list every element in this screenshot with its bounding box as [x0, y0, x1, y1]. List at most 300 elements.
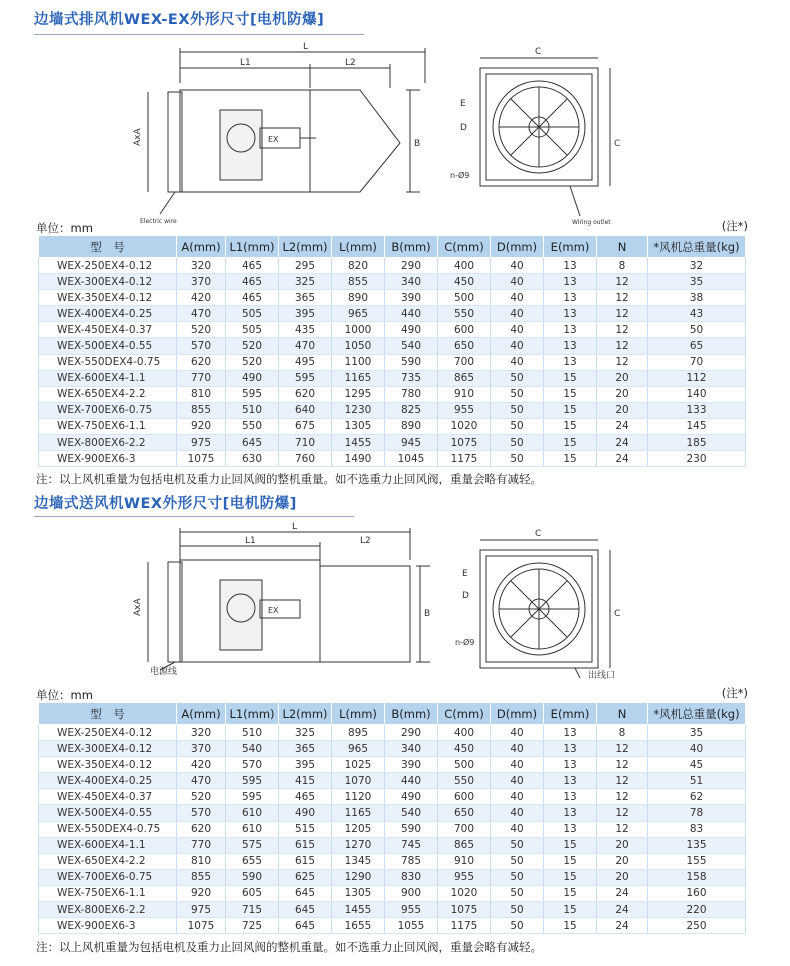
value-cell: 13 — [544, 258, 597, 274]
value-cell: 24 — [597, 451, 648, 467]
value-cell: 945 — [385, 435, 438, 451]
dim-L1-label: L1 — [240, 58, 251, 68]
value-cell: 440 — [385, 306, 438, 322]
value-cell: 600 — [438, 789, 491, 805]
value-cell: 735 — [385, 370, 438, 386]
value-cell: 760 — [279, 451, 332, 467]
value-cell: 24 — [597, 435, 648, 451]
value-cell: 595 — [279, 370, 332, 386]
value-cell: 590 — [226, 869, 279, 885]
value-cell: 420 — [177, 290, 226, 306]
value-cell: 220 — [648, 902, 746, 918]
value-cell: 158 — [648, 869, 746, 885]
value-cell: 320 — [177, 725, 226, 741]
value-cell: 645 — [279, 885, 332, 901]
value-cell: 62 — [648, 789, 746, 805]
value-cell: 45 — [648, 757, 746, 773]
value-cell: 745 — [385, 837, 438, 853]
model-cell: WEX-350EX4-0.12 — [39, 290, 177, 306]
value-cell: 1455 — [332, 435, 385, 451]
value-cell: 185 — [648, 435, 746, 451]
value-cell: 290 — [385, 258, 438, 274]
value-cell: 910 — [438, 853, 491, 869]
value-cell: 1075 — [438, 435, 491, 451]
value-cell: 65 — [648, 338, 746, 354]
value-cell: 325 — [279, 725, 332, 741]
value-cell: 83 — [648, 821, 746, 837]
value-cell: 40 — [491, 258, 544, 274]
value-cell: 610 — [226, 805, 279, 821]
value-cell: 40 — [491, 338, 544, 354]
value-cell: 575 — [226, 837, 279, 853]
column-header: D(mm) — [491, 703, 544, 725]
value-cell: 1000 — [332, 322, 385, 338]
value-cell: 900 — [385, 885, 438, 901]
value-cell: 570 — [177, 805, 226, 821]
value-cell: 700 — [438, 354, 491, 370]
value-cell: 510 — [226, 725, 279, 741]
value-cell: 12 — [597, 789, 648, 805]
section1-title: 边墙式排风机WEX-EX外形尺寸[电机防爆] — [34, 12, 325, 28]
value-cell: 145 — [648, 418, 746, 434]
value-cell: 715 — [226, 902, 279, 918]
section2-title: 边墙式送风机WEX外形尺寸[电机防爆] — [34, 496, 297, 512]
bolt-holes-label: n-Ø9 — [455, 638, 475, 647]
value-cell: 710 — [279, 435, 332, 451]
value-cell: 112 — [648, 370, 746, 386]
value-cell: 12 — [597, 322, 648, 338]
section1-exhaust-fan-drawing — [120, 38, 640, 228]
dim-C-label: C — [535, 529, 542, 539]
table-row — [39, 370, 746, 386]
value-cell: 24 — [597, 885, 648, 901]
value-cell: 645 — [226, 435, 279, 451]
section2-note-mark: (注*) — [721, 686, 748, 700]
value-cell: 325 — [279, 274, 332, 290]
table-row — [39, 725, 746, 741]
value-cell: 13 — [544, 789, 597, 805]
value-cell: 920 — [177, 418, 226, 434]
value-cell: 465 — [226, 290, 279, 306]
value-cell: 15 — [544, 418, 597, 434]
value-cell: 590 — [385, 821, 438, 837]
value-cell: 965 — [332, 741, 385, 757]
column-header: L1(mm) — [226, 236, 279, 258]
table-row — [39, 773, 746, 789]
value-cell: 50 — [648, 322, 746, 338]
value-cell: 12 — [597, 354, 648, 370]
table-row — [39, 821, 746, 837]
section1-title-underline — [34, 34, 364, 35]
value-cell: 1295 — [332, 386, 385, 402]
value-cell: 50 — [491, 869, 544, 885]
value-cell: 1455 — [332, 902, 385, 918]
value-cell: 295 — [279, 258, 332, 274]
value-cell: 13 — [544, 306, 597, 322]
value-cell: 40 — [491, 789, 544, 805]
table-header-row — [39, 236, 746, 258]
value-cell: 615 — [279, 853, 332, 869]
value-cell: 725 — [226, 918, 279, 934]
value-cell: 50 — [491, 418, 544, 434]
value-cell: 40 — [491, 354, 544, 370]
value-cell: 1270 — [332, 837, 385, 853]
value-cell: 390 — [385, 290, 438, 306]
table-row — [39, 789, 746, 805]
value-cell: 13 — [544, 354, 597, 370]
value-cell: 510 — [226, 402, 279, 418]
value-cell: 155 — [648, 853, 746, 869]
model-cell: WEX-600EX4-1.1 — [39, 370, 177, 386]
value-cell: 1050 — [332, 338, 385, 354]
table-row — [39, 837, 746, 853]
value-cell: 50 — [491, 370, 544, 386]
value-cell: 40 — [491, 322, 544, 338]
value-cell: 12 — [597, 741, 648, 757]
column-header: C(mm) — [438, 703, 491, 725]
value-cell: 340 — [385, 274, 438, 290]
model-cell: WEX-500EX4-0.55 — [39, 805, 177, 821]
value-cell: 770 — [177, 837, 226, 853]
value-cell: 975 — [177, 435, 226, 451]
value-cell: 20 — [597, 837, 648, 853]
value-cell: 700 — [438, 821, 491, 837]
ex-motor-label: EX — [268, 135, 279, 144]
value-cell: 15 — [544, 386, 597, 402]
value-cell: 515 — [279, 821, 332, 837]
column-header: L1(mm) — [226, 703, 279, 725]
value-cell: 920 — [177, 885, 226, 901]
model-cell: WEX-350EX4-0.12 — [39, 757, 177, 773]
value-cell: 20 — [597, 386, 648, 402]
bolt-holes-label: n-Ø9 — [450, 171, 470, 180]
value-cell: 520 — [177, 322, 226, 338]
value-cell: 825 — [385, 402, 438, 418]
value-cell: 595 — [226, 789, 279, 805]
value-cell: 855 — [332, 274, 385, 290]
value-cell: 1175 — [438, 451, 491, 467]
value-cell: 470 — [177, 773, 226, 789]
value-cell: 435 — [279, 322, 332, 338]
value-cell: 40 — [491, 757, 544, 773]
model-cell: WEX-300EX4-0.12 — [39, 741, 177, 757]
value-cell: 15 — [544, 451, 597, 467]
value-cell: 13 — [544, 338, 597, 354]
column-header: N — [597, 703, 648, 725]
model-cell: WEX-800EX6-2.2 — [39, 435, 177, 451]
value-cell: 975 — [177, 902, 226, 918]
value-cell: 810 — [177, 386, 226, 402]
table-row — [39, 757, 746, 773]
model-cell: WEX-750EX6-1.1 — [39, 885, 177, 901]
value-cell: 290 — [385, 725, 438, 741]
value-cell: 1305 — [332, 418, 385, 434]
table-row — [39, 322, 746, 338]
value-cell: 12 — [597, 773, 648, 789]
value-cell: 370 — [177, 274, 226, 290]
value-cell: 1075 — [177, 451, 226, 467]
value-cell: 40 — [491, 741, 544, 757]
value-cell: 40 — [491, 290, 544, 306]
value-cell: 675 — [279, 418, 332, 434]
value-cell: 810 — [177, 853, 226, 869]
value-cell: 400 — [438, 725, 491, 741]
value-cell: 1075 — [438, 902, 491, 918]
value-cell: 520 — [226, 354, 279, 370]
dim-B-label: B — [424, 609, 431, 619]
value-cell: 78 — [648, 805, 746, 821]
column-header: D(mm) — [491, 236, 544, 258]
value-cell: 140 — [648, 386, 746, 402]
table-row — [39, 918, 746, 934]
column-header: L(mm) — [332, 703, 385, 725]
value-cell: 620 — [177, 821, 226, 837]
value-cell: 540 — [385, 805, 438, 821]
value-cell: 13 — [544, 290, 597, 306]
table-row — [39, 869, 746, 885]
value-cell: 15 — [544, 902, 597, 918]
value-cell: 1075 — [177, 918, 226, 934]
model-cell: WEX-750EX6-1.1 — [39, 418, 177, 434]
value-cell: 40 — [491, 773, 544, 789]
value-cell: 365 — [279, 741, 332, 757]
table-row — [39, 290, 746, 306]
column-header: N — [597, 236, 648, 258]
value-cell: 865 — [438, 370, 491, 386]
ex-motor-label: EX — [268, 606, 279, 615]
dim-D-label: D — [460, 123, 467, 133]
table-row — [39, 402, 746, 418]
table-row — [39, 306, 746, 322]
value-cell: 1490 — [332, 451, 385, 467]
value-cell: 1100 — [332, 354, 385, 370]
value-cell: 620 — [177, 354, 226, 370]
model-cell: WEX-700EX6-0.75 — [39, 869, 177, 885]
dim-C-label: C — [535, 47, 542, 57]
value-cell: 550 — [438, 773, 491, 789]
table-header-row — [39, 703, 746, 725]
column-header: L2(mm) — [279, 236, 332, 258]
value-cell: 895 — [332, 725, 385, 741]
value-cell: 160 — [648, 885, 746, 901]
dim-L2-label: L2 — [360, 536, 371, 546]
dim-E-label: E — [462, 569, 468, 579]
column-header: L(mm) — [332, 236, 385, 258]
value-cell: 490 — [385, 322, 438, 338]
value-cell: 12 — [597, 306, 648, 322]
dim-E-label: E — [460, 99, 466, 109]
value-cell: 620 — [279, 386, 332, 402]
value-cell: 465 — [279, 789, 332, 805]
value-cell: 785 — [385, 853, 438, 869]
value-cell: 1120 — [332, 789, 385, 805]
section1-footnote: 注：以上风机重量为包括电机及重力止回风阀的整机重量。如不选重力止回风阀，重量会略有减轻。 — [36, 472, 542, 486]
value-cell: 8 — [597, 725, 648, 741]
value-cell: 24 — [597, 918, 648, 934]
model-cell: WEX-550DEX4-0.75 — [39, 821, 177, 837]
value-cell: 24 — [597, 418, 648, 434]
value-cell: 645 — [279, 902, 332, 918]
value-cell: 12 — [597, 821, 648, 837]
value-cell: 605 — [226, 885, 279, 901]
value-cell: 625 — [279, 869, 332, 885]
value-cell: 12 — [597, 290, 648, 306]
column-header: C(mm) — [438, 236, 491, 258]
value-cell: 1020 — [438, 418, 491, 434]
value-cell: 40 — [491, 306, 544, 322]
model-cell: WEX-250EX4-0.12 — [39, 258, 177, 274]
value-cell: 600 — [438, 322, 491, 338]
dim-C-side-label: C — [614, 139, 621, 149]
value-cell: 630 — [226, 451, 279, 467]
model-cell: WEX-400EX4-0.25 — [39, 306, 177, 322]
value-cell: 13 — [544, 741, 597, 757]
table-row — [39, 258, 746, 274]
electric-wire-label: Electric wire — [140, 218, 177, 225]
dim-L1-label: L1 — [245, 536, 256, 546]
model-cell: WEX-800EX6-2.2 — [39, 902, 177, 918]
column-header: B(mm) — [385, 703, 438, 725]
value-cell: 570 — [226, 757, 279, 773]
value-cell: 50 — [491, 918, 544, 934]
value-cell: 500 — [438, 290, 491, 306]
value-cell: 15 — [544, 918, 597, 934]
model-cell: WEX-700EX6-0.75 — [39, 402, 177, 418]
value-cell: 50 — [491, 402, 544, 418]
column-header: A(mm) — [177, 703, 226, 725]
value-cell: 890 — [332, 290, 385, 306]
value-cell: 505 — [226, 322, 279, 338]
model-cell: WEX-450EX4-0.37 — [39, 789, 177, 805]
value-cell: 615 — [279, 837, 332, 853]
section2-spec-table — [38, 702, 746, 934]
value-cell: 865 — [438, 837, 491, 853]
value-cell: 370 — [177, 741, 226, 757]
section2-unit: 单位：mm — [36, 688, 93, 702]
model-cell: WEX-250EX4-0.12 — [39, 725, 177, 741]
value-cell: 1055 — [385, 918, 438, 934]
table-row — [39, 418, 746, 434]
table-row — [39, 885, 746, 901]
table-row — [39, 853, 746, 869]
value-cell: 35 — [648, 274, 746, 290]
value-cell: 470 — [279, 338, 332, 354]
value-cell: 550 — [226, 418, 279, 434]
value-cell: 250 — [648, 918, 746, 934]
value-cell: 15 — [544, 885, 597, 901]
section2-footnote: 注：以上风机重量为包括电机及重力止回风阀的整机重量。如不选重力止回风阀，重量会略有减轻。 — [36, 940, 542, 954]
value-cell: 505 — [226, 306, 279, 322]
value-cell: 965 — [332, 306, 385, 322]
value-cell: 13 — [544, 274, 597, 290]
value-cell: 1045 — [385, 451, 438, 467]
model-cell: WEX-500EX4-0.55 — [39, 338, 177, 354]
value-cell: 1175 — [438, 918, 491, 934]
value-cell: 1025 — [332, 757, 385, 773]
value-cell: 590 — [385, 354, 438, 370]
column-header: *风机总重量(kg) — [648, 236, 746, 258]
dim-C-side-label: C — [614, 609, 621, 619]
section1-spec-table — [38, 235, 746, 467]
section1-unit: 单位：mm — [36, 221, 93, 235]
value-cell: 955 — [385, 902, 438, 918]
value-cell: 15 — [544, 837, 597, 853]
value-cell: 38 — [648, 290, 746, 306]
dim-AxA-label: AxA — [133, 128, 143, 146]
value-cell: 50 — [491, 435, 544, 451]
value-cell: 24 — [597, 902, 648, 918]
model-cell: WEX-900EX6-3 — [39, 918, 177, 934]
value-cell: 1290 — [332, 869, 385, 885]
dim-L-label: L — [303, 42, 309, 52]
dim-B-label: B — [414, 139, 421, 149]
table-row — [39, 274, 746, 290]
dim-AxA-label: AxA — [133, 598, 143, 616]
value-cell: 13 — [544, 773, 597, 789]
value-cell: 465 — [226, 274, 279, 290]
value-cell: 540 — [385, 338, 438, 354]
table-row — [39, 805, 746, 821]
value-cell: 830 — [385, 869, 438, 885]
value-cell: 770 — [177, 370, 226, 386]
value-cell: 955 — [438, 869, 491, 885]
value-cell: 135 — [648, 837, 746, 853]
value-cell: 655 — [226, 853, 279, 869]
column-header: 型 号 — [39, 703, 177, 725]
value-cell: 495 — [279, 354, 332, 370]
value-cell: 500 — [438, 757, 491, 773]
value-cell: 50 — [491, 902, 544, 918]
model-cell: WEX-650EX4-2.2 — [39, 853, 177, 869]
model-cell: WEX-650EX4-2.2 — [39, 386, 177, 402]
value-cell: 40 — [491, 274, 544, 290]
value-cell: 50 — [491, 837, 544, 853]
section2-title-underline — [34, 516, 354, 517]
value-cell: 1345 — [332, 853, 385, 869]
table-row — [39, 451, 746, 467]
value-cell: 43 — [648, 306, 746, 322]
model-cell: WEX-900EX6-3 — [39, 451, 177, 467]
value-cell: 35 — [648, 725, 746, 741]
value-cell: 650 — [438, 805, 491, 821]
column-header: E(mm) — [544, 236, 597, 258]
value-cell: 51 — [648, 773, 746, 789]
value-cell: 415 — [279, 773, 332, 789]
value-cell: 12 — [597, 274, 648, 290]
value-cell: 1305 — [332, 885, 385, 901]
value-cell: 610 — [226, 821, 279, 837]
table-row — [39, 435, 746, 451]
model-cell: WEX-550DEX4-0.75 — [39, 354, 177, 370]
table-row — [39, 354, 746, 370]
value-cell: 340 — [385, 741, 438, 757]
value-cell: 550 — [438, 306, 491, 322]
value-cell: 450 — [438, 741, 491, 757]
model-cell: WEX-600EX4-1.1 — [39, 837, 177, 853]
value-cell: 32 — [648, 258, 746, 274]
value-cell: 420 — [177, 757, 226, 773]
model-cell: WEX-450EX4-0.37 — [39, 322, 177, 338]
section1-note-mark: (注*) — [721, 219, 748, 233]
value-cell: 13 — [544, 757, 597, 773]
value-cell: 595 — [226, 773, 279, 789]
value-cell: 13 — [544, 821, 597, 837]
value-cell: 395 — [279, 757, 332, 773]
value-cell: 910 — [438, 386, 491, 402]
dim-L2-label: L2 — [345, 58, 356, 68]
value-cell: 15 — [544, 853, 597, 869]
value-cell: 650 — [438, 338, 491, 354]
